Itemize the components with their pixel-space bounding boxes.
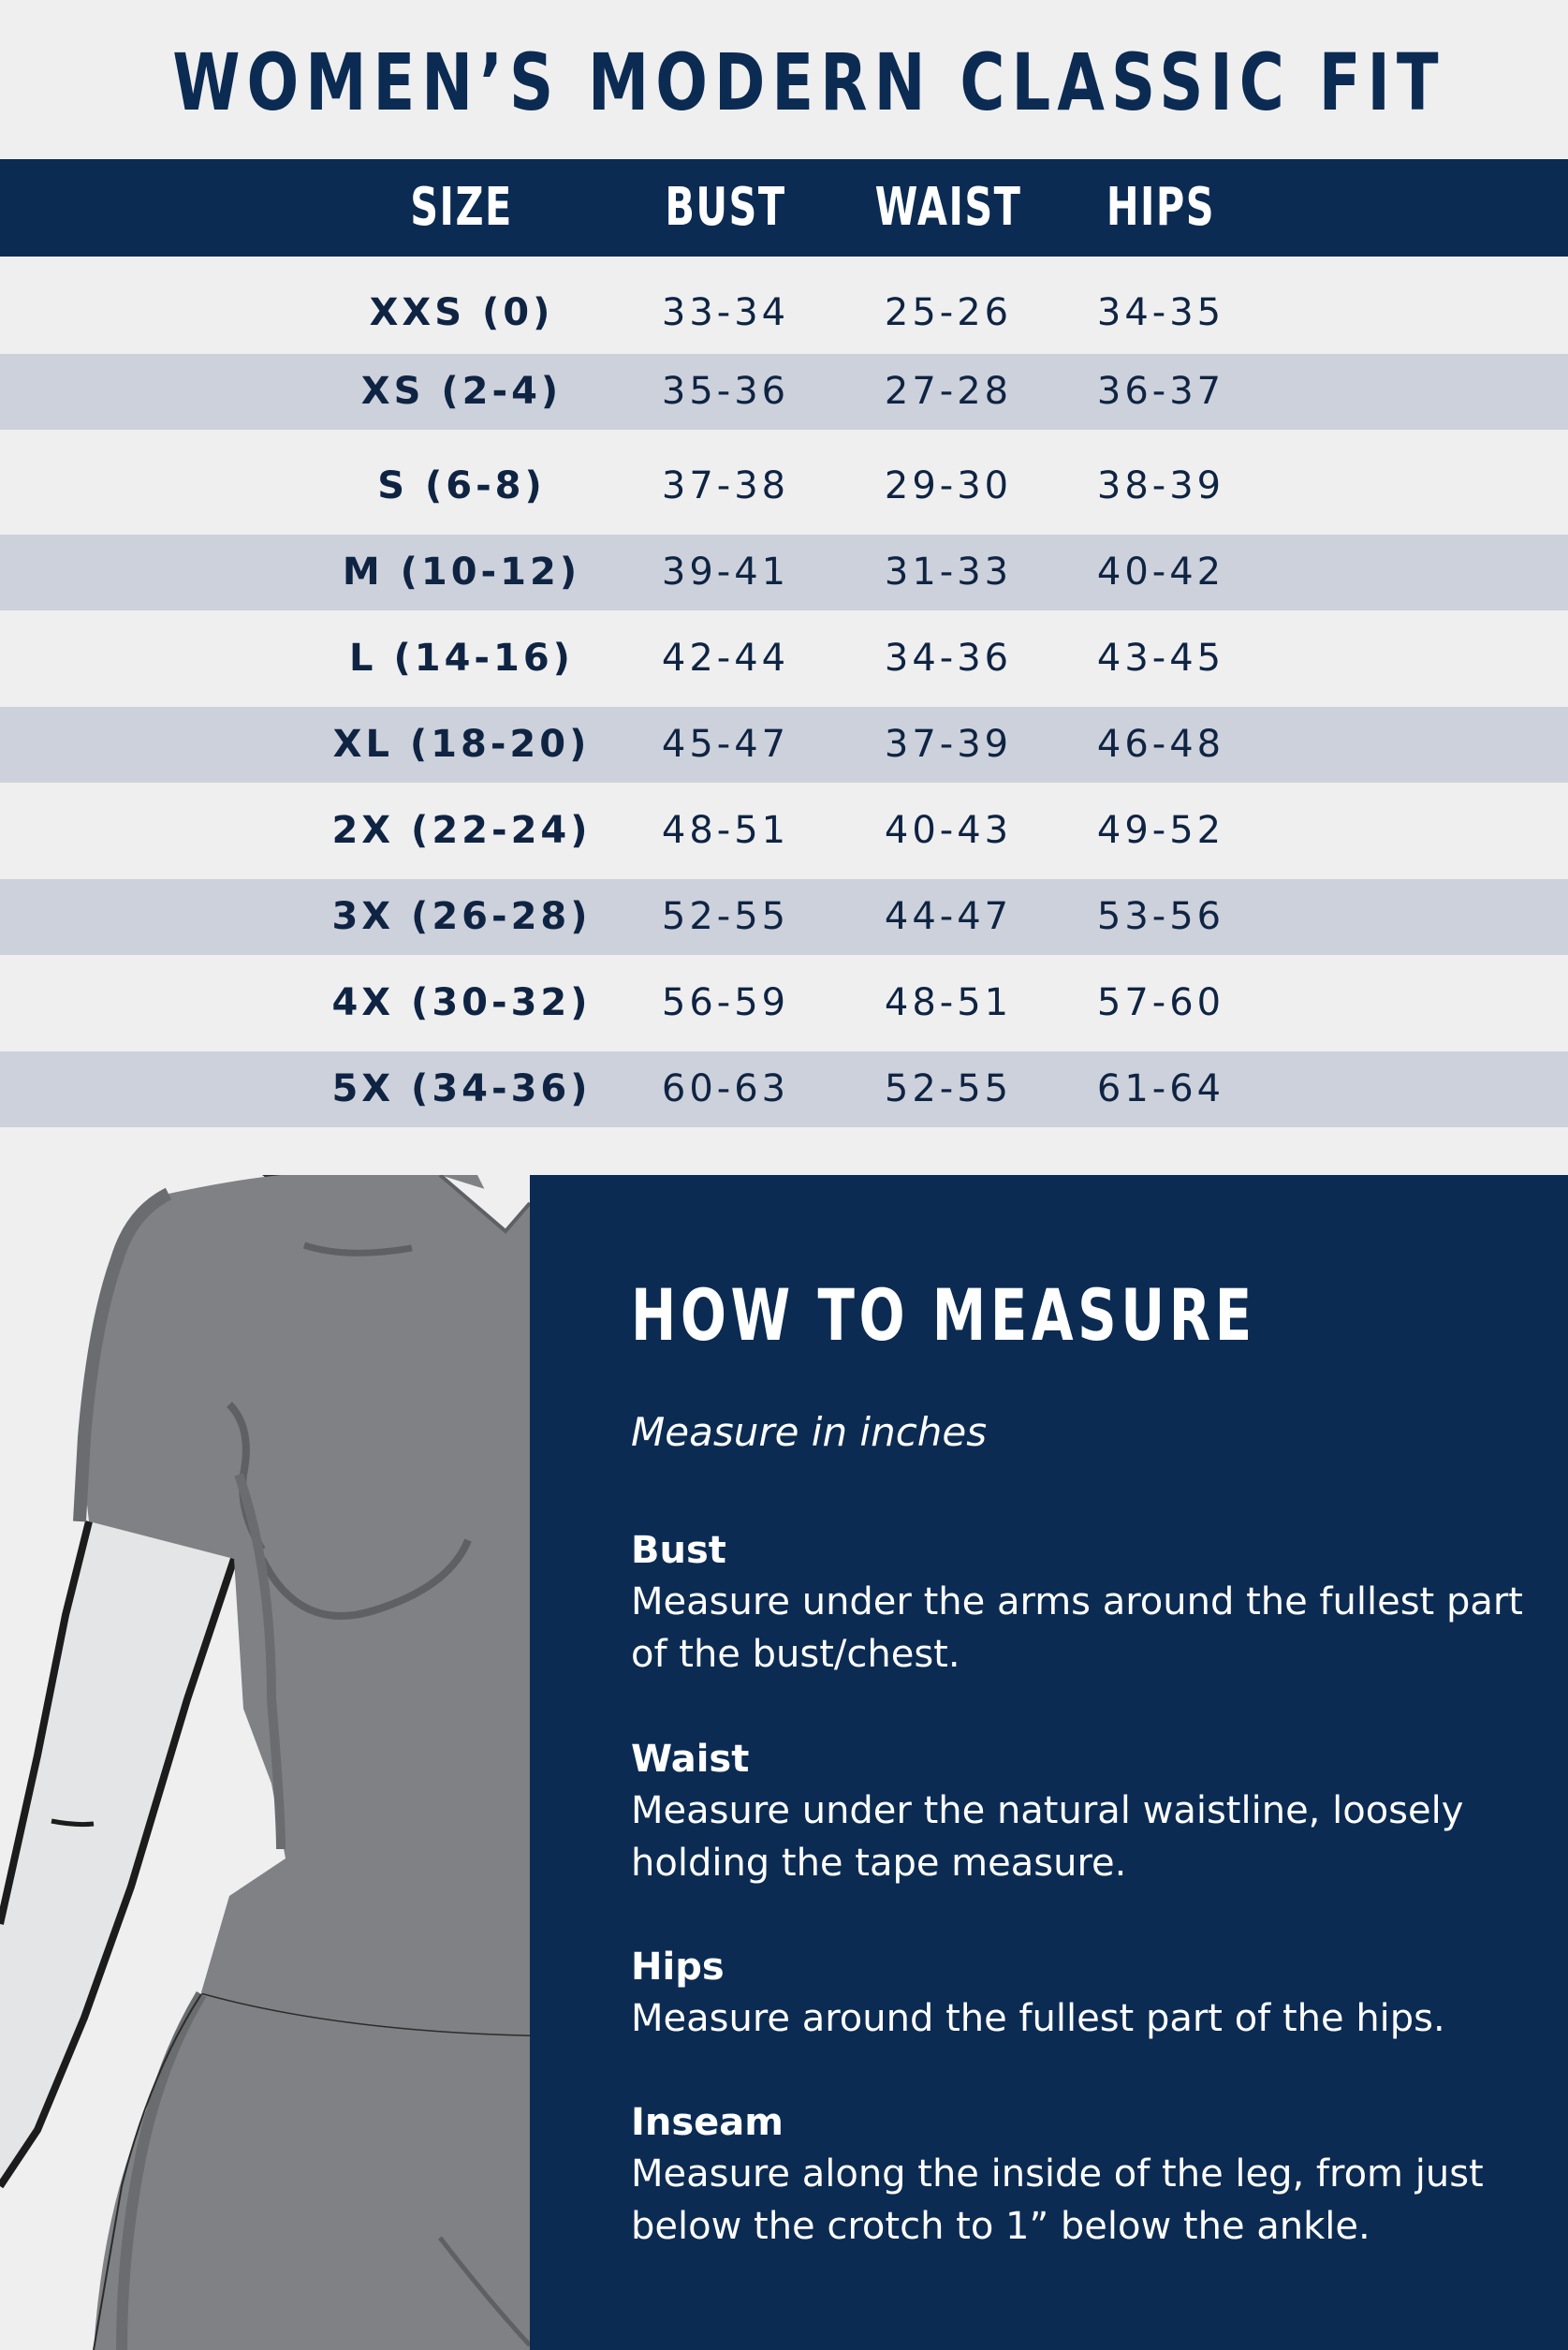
hips-cell: 57-60 <box>1096 981 1225 1024</box>
table-row <box>0 275 1568 351</box>
bust-cell: 45-47 <box>661 723 790 766</box>
table-row <box>0 1051 1568 1127</box>
waist-cell: 29-30 <box>884 464 1013 507</box>
waist-cell: 48-51 <box>884 981 1013 1024</box>
measure-description: Measure along the inside of the leg, from just below the crotch to 1” below the ankle. <box>631 2152 1484 2248</box>
measure-item-inseam <box>631 2097 1530 2253</box>
measure-description: Measure around the fullest part of the hips. <box>631 1997 1445 2040</box>
page-title: WOMEN’S MODERN CLASSIC FIT <box>172 37 1445 128</box>
column-header-waist: WAIST <box>874 177 1022 238</box>
waist-cell: 34-36 <box>884 637 1013 680</box>
hips-cell: 49-52 <box>1096 809 1225 852</box>
hips-cell: 46-48 <box>1096 723 1225 766</box>
table-row <box>0 535 1568 610</box>
size-cell: 2X (22-24) <box>331 809 592 852</box>
hips-cell: 36-37 <box>1096 370 1225 413</box>
bust-cell: 33-34 <box>661 291 790 334</box>
how-to-measure-title: HOW TO MEASURE <box>631 1273 1256 1357</box>
table-row <box>0 707 1568 783</box>
measure-item-bust <box>631 1525 1530 1681</box>
bust-cell: 56-59 <box>661 981 790 1024</box>
body-illustration <box>0 1175 530 2350</box>
hips-cell: 38-39 <box>1096 464 1225 507</box>
waist-cell: 31-33 <box>884 551 1013 594</box>
bust-cell: 35-36 <box>661 370 790 413</box>
size-cell: L (14-16) <box>349 637 574 680</box>
hips-cell: 43-45 <box>1096 637 1225 680</box>
hips-cell: 53-56 <box>1096 895 1225 938</box>
hips-cell: 61-64 <box>1096 1067 1225 1110</box>
size-cell: S (6-8) <box>377 464 546 507</box>
table-row <box>0 448 1568 524</box>
bust-cell: 52-55 <box>661 895 790 938</box>
size-cell: 3X (26-28) <box>331 895 592 938</box>
measure-item-hips <box>631 1942 1530 2045</box>
measure-item-waist <box>631 1734 1530 1889</box>
measure-heading: Hips <box>631 1946 725 1989</box>
body-outline-illustration <box>0 1175 530 2350</box>
waist-cell: 40-43 <box>884 809 1013 852</box>
bust-cell: 37-38 <box>661 464 790 507</box>
table-row <box>0 621 1568 697</box>
table-row <box>0 793 1568 869</box>
column-header-bust: BUST <box>665 177 786 238</box>
size-cell: 5X (34-36) <box>331 1067 592 1110</box>
waist-cell: 44-47 <box>884 895 1013 938</box>
bust-cell: 42-44 <box>661 637 790 680</box>
table-row <box>0 965 1568 1041</box>
size-cell: 4X (30-32) <box>331 981 592 1024</box>
waist-cell: 27-28 <box>884 370 1013 413</box>
waist-cell: 25-26 <box>884 291 1013 334</box>
column-header-size: SIZE <box>410 177 513 238</box>
table-row <box>0 354 1568 430</box>
size-cell: XXS (0) <box>369 291 554 334</box>
size-cell: XS (2-4) <box>360 370 563 413</box>
bust-cell: 60-63 <box>661 1067 790 1110</box>
table-row <box>0 879 1568 955</box>
column-header-hips: HIPS <box>1106 177 1216 238</box>
measure-heading: Inseam <box>631 2101 784 2144</box>
waist-cell: 52-55 <box>884 1067 1013 1110</box>
bust-cell: 48-51 <box>661 809 790 852</box>
size-cell: M (10-12) <box>342 551 581 594</box>
waist-cell: 37-39 <box>884 723 1013 766</box>
table-header <box>0 159 1568 257</box>
how-to-measure-subtitle: Measure in inches <box>631 1409 988 1455</box>
hips-cell: 34-35 <box>1096 291 1225 334</box>
measure-heading: Waist <box>631 1738 750 1781</box>
measure-description: Measure under the natural waistline, loosely holding the tape measure. <box>631 1789 1464 1885</box>
bust-cell: 39-41 <box>661 551 790 594</box>
measure-description: Measure under the arms around the fullest part of the bust/chest. <box>631 1580 1523 1676</box>
hips-cell: 40-42 <box>1096 551 1225 594</box>
how-to-measure-panel <box>530 1175 1568 2350</box>
measure-heading: Bust <box>631 1529 726 1572</box>
size-cell: XL (18-20) <box>332 723 591 766</box>
